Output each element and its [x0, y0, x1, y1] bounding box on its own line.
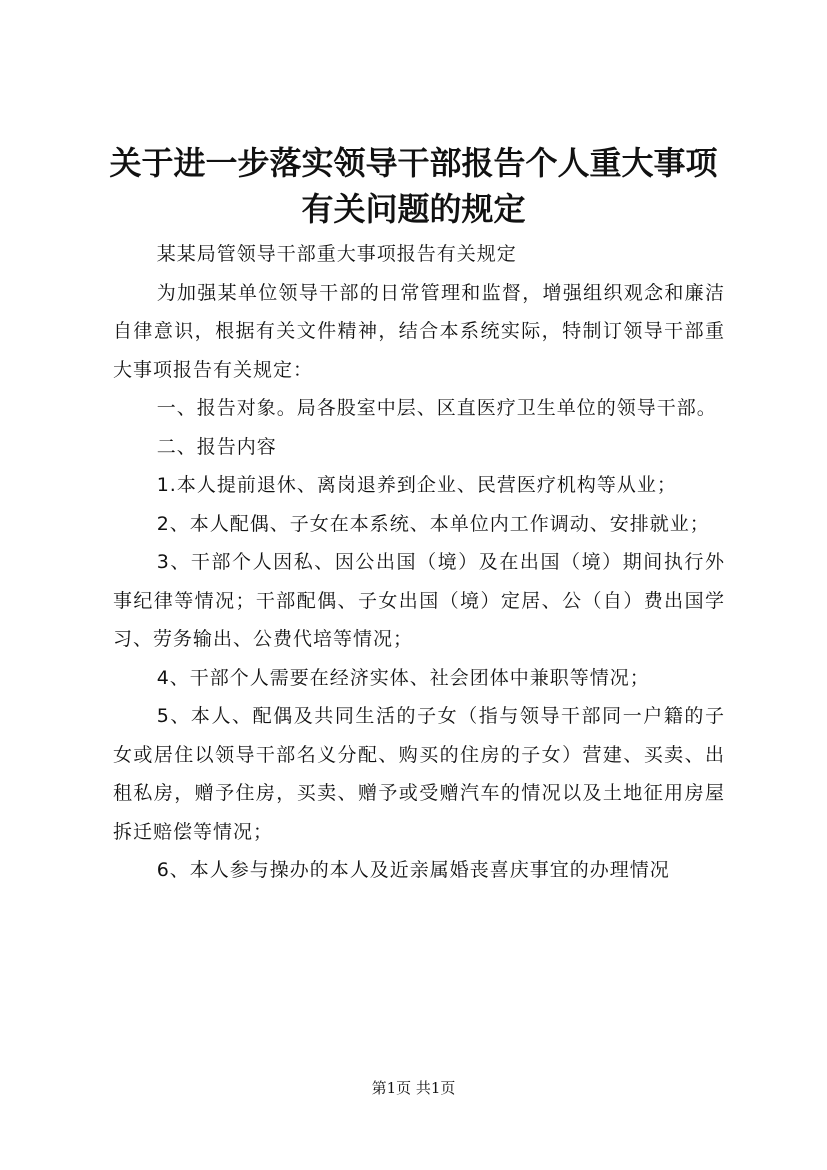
- paragraph-section-1: 一、报告对象。局各股室中层、区直医疗卫生单位的领导干部。: [156, 397, 717, 419]
- page-footer: 第1页 共1页: [371, 1079, 456, 1097]
- paragraph-item-4: 4、干部个人需要在经济实体、社会团体中兼职等情况；: [156, 666, 650, 689]
- document-body: [113, 235, 725, 890]
- paragraph-item-6: 6、本人参与操办的本人及近亲属婚丧喜庆事宜的办理情况: [156, 859, 670, 881]
- paragraph-subtitle: 某某局管领导干部重大事项报告有关规定: [156, 243, 517, 265]
- document-title: 关于进一步落实领导干部报告个人重大事项有关问题的规定: [109, 144, 718, 228]
- paragraph-item-2: 2、本人配偶、子女在本系统、本单位内工作调动、安排就业；: [156, 512, 710, 535]
- paragraph-item-1: 1.本人提前退休、离岗退养到企业、民营医疗机构等从业；: [156, 474, 677, 496]
- paragraph-intro: 为加强某单位领导干部的日常管理和监督，增强组织观念和廉洁自律意识，根据有关文件精神，结合本系统实际，特制订领导干部重大事项报告有关规定：: [113, 281, 725, 381]
- paragraph-section-2: 二、报告内容: [156, 435, 277, 458]
- paragraph-item-5: 5、本人、配偶及共同生活的子女（指与领导干部同一户籍的子女或居住以领导干部名义分配、购买的住房的子女）营建、买卖、出租私房，赠予住房，买卖、赠予或受赠汽车的情况以及土地征用房屋拆迁赔偿等情况；: [113, 705, 725, 843]
- paragraph-item-3: 3、干部个人因私、因公出国（境）及在出国（境）期间执行外事纪律等情况；干部配偶、子女出国（境）定居、公（自）费出国学习、劳务输出、公费代培等情况；: [113, 551, 725, 650]
